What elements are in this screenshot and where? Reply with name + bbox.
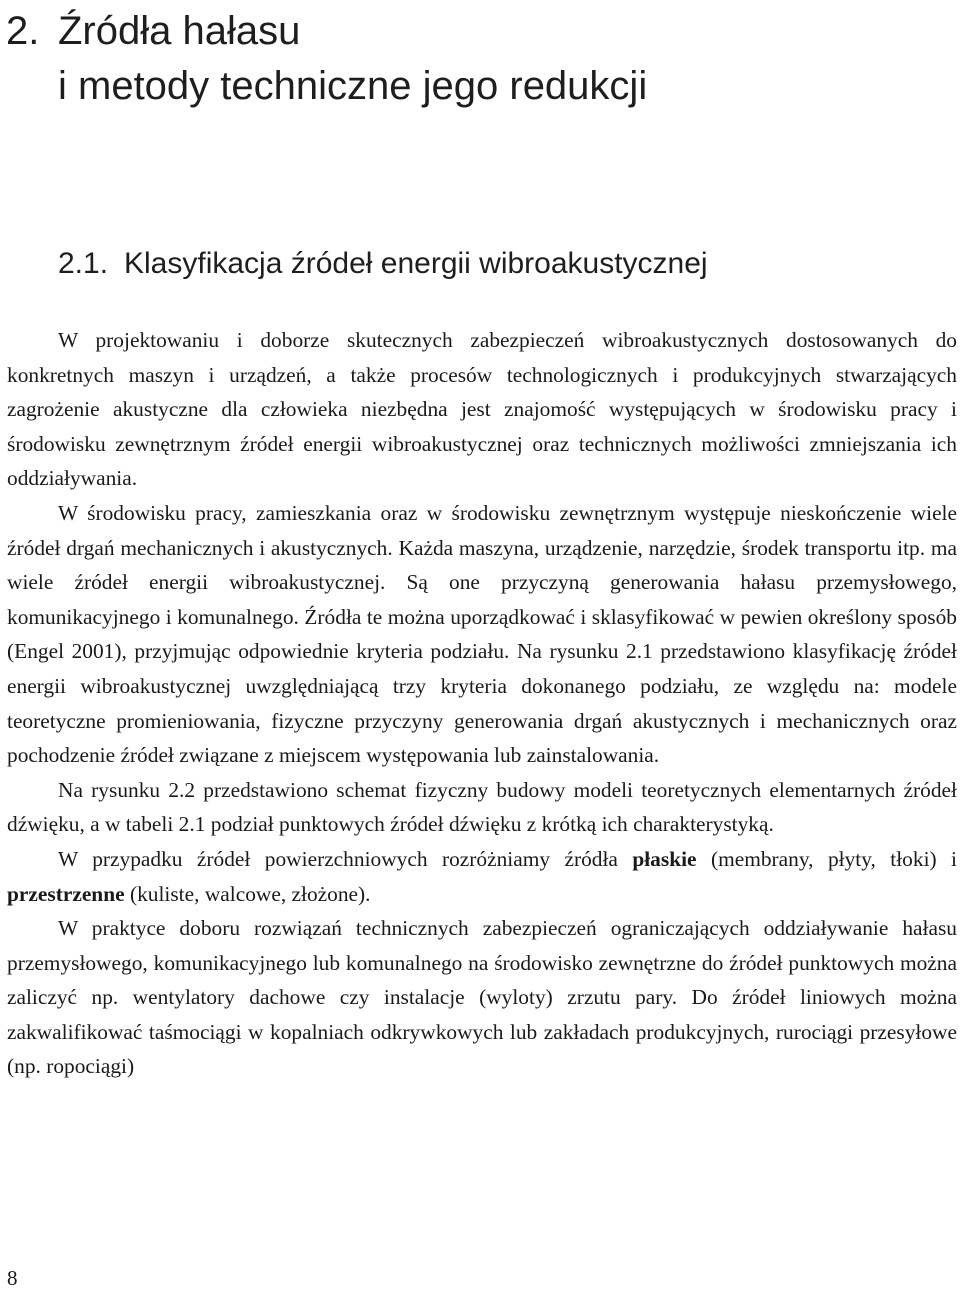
paragraph: W projektowaniu i doborze skutecznych zabezpieczeń wibroakustycznych dostosowanych do konkretnych maszyn i urządzeń, a także procesów technologicznych i produkcyjnych stwarzających zagrożenie akustyczne dla człowieka niezbędna jest znajomość występujących w środowisku pracy i środowisku zewnętrznym źródeł energii wibroakustycznej oraz technicznych możliwości zmniejszania ich oddziaływania.: [7, 328, 957, 491]
paragraph: W praktyce doboru rozwiązań technicznych zabezpieczeń ograniczających oddziaływanie hałasu przemysłowego, komunikacyjnego lub komunalnego na środowisko zewnętrzne do źródeł punktowych można zaliczyć np. wentylatory dachowe czy instalacje (wyloty) zrzutu pary. Do źródeł liniowych można zakwalifikować taśmociągi w kopalniach odkrywkowych lub zakładach produkcyjnych, rurociągi przesyłowe (np. ropociągi): [7, 916, 957, 1079]
paragraph-text: (kuliste, walcowe, złożone).: [124, 881, 371, 906]
bold-term-flat: płaskie: [632, 846, 697, 871]
chapter-title: [6, 4, 647, 114]
chapter-title-line-2: i metody techniczne jego redukcji: [58, 64, 648, 108]
paragraph-text: W przypadku źródeł powierzchniowych rozróżniamy źródła: [58, 846, 633, 871]
paragraph: Na rysunku 2.2 przedstawiono schemat fizyczny budowy modeli teoretycznych elementarnych źródeł dźwięku, a w tabeli 2.1 podział punktowych źródeł dźwięku z krótką ich charakterystyką.: [7, 777, 957, 837]
paragraph: [7, 842, 957, 911]
paragraph-text: (membrany, płyty, tłoki) i: [696, 846, 957, 871]
bold-term-spatial: przestrzenne: [7, 881, 125, 906]
section-title: [58, 244, 708, 284]
section-number: 2.1.: [58, 247, 109, 280]
section-title-text: Klasyfikacja źródeł energii wibroakustycznej: [124, 247, 708, 280]
paragraph: W środowisku pracy, zamieszkania oraz w środowisku zewnętrznym występuje nieskończenie wiele źródeł drgań mechanicznych i akustycznych. Każda maszyna, urządzenie, narzędzie, środek transportu itp. ma wiele źródeł energii wibroakustycznej. Są one przyczyną generowania hałasu przemysłowego, komunikacyjnego i komunalnego. Źródła te można uporządkować i sklasyfikować w pewien określony sposób (Engel 2001), przyjmując odpowiednie kryteria podziału. Na rysunku 2.1 przedstawiono klasyfikację źródeł energii wibroakustycznej uwzględniającą trzy kryteria dokonanego podziału, ze względu na: modele teoretyczne promieniowania, fizyczne przyczyny generowania drgań akustycznych i mechanicznych oraz pochodzenie źródeł związane z miejscem występowania lub zainstalowania.: [7, 500, 957, 768]
chapter-title-line-1: Źródła hałasu: [58, 9, 301, 53]
chapter-number: 2.: [6, 9, 40, 53]
body-text: [7, 323, 957, 1084]
page-number: 8: [7, 1266, 18, 1290]
